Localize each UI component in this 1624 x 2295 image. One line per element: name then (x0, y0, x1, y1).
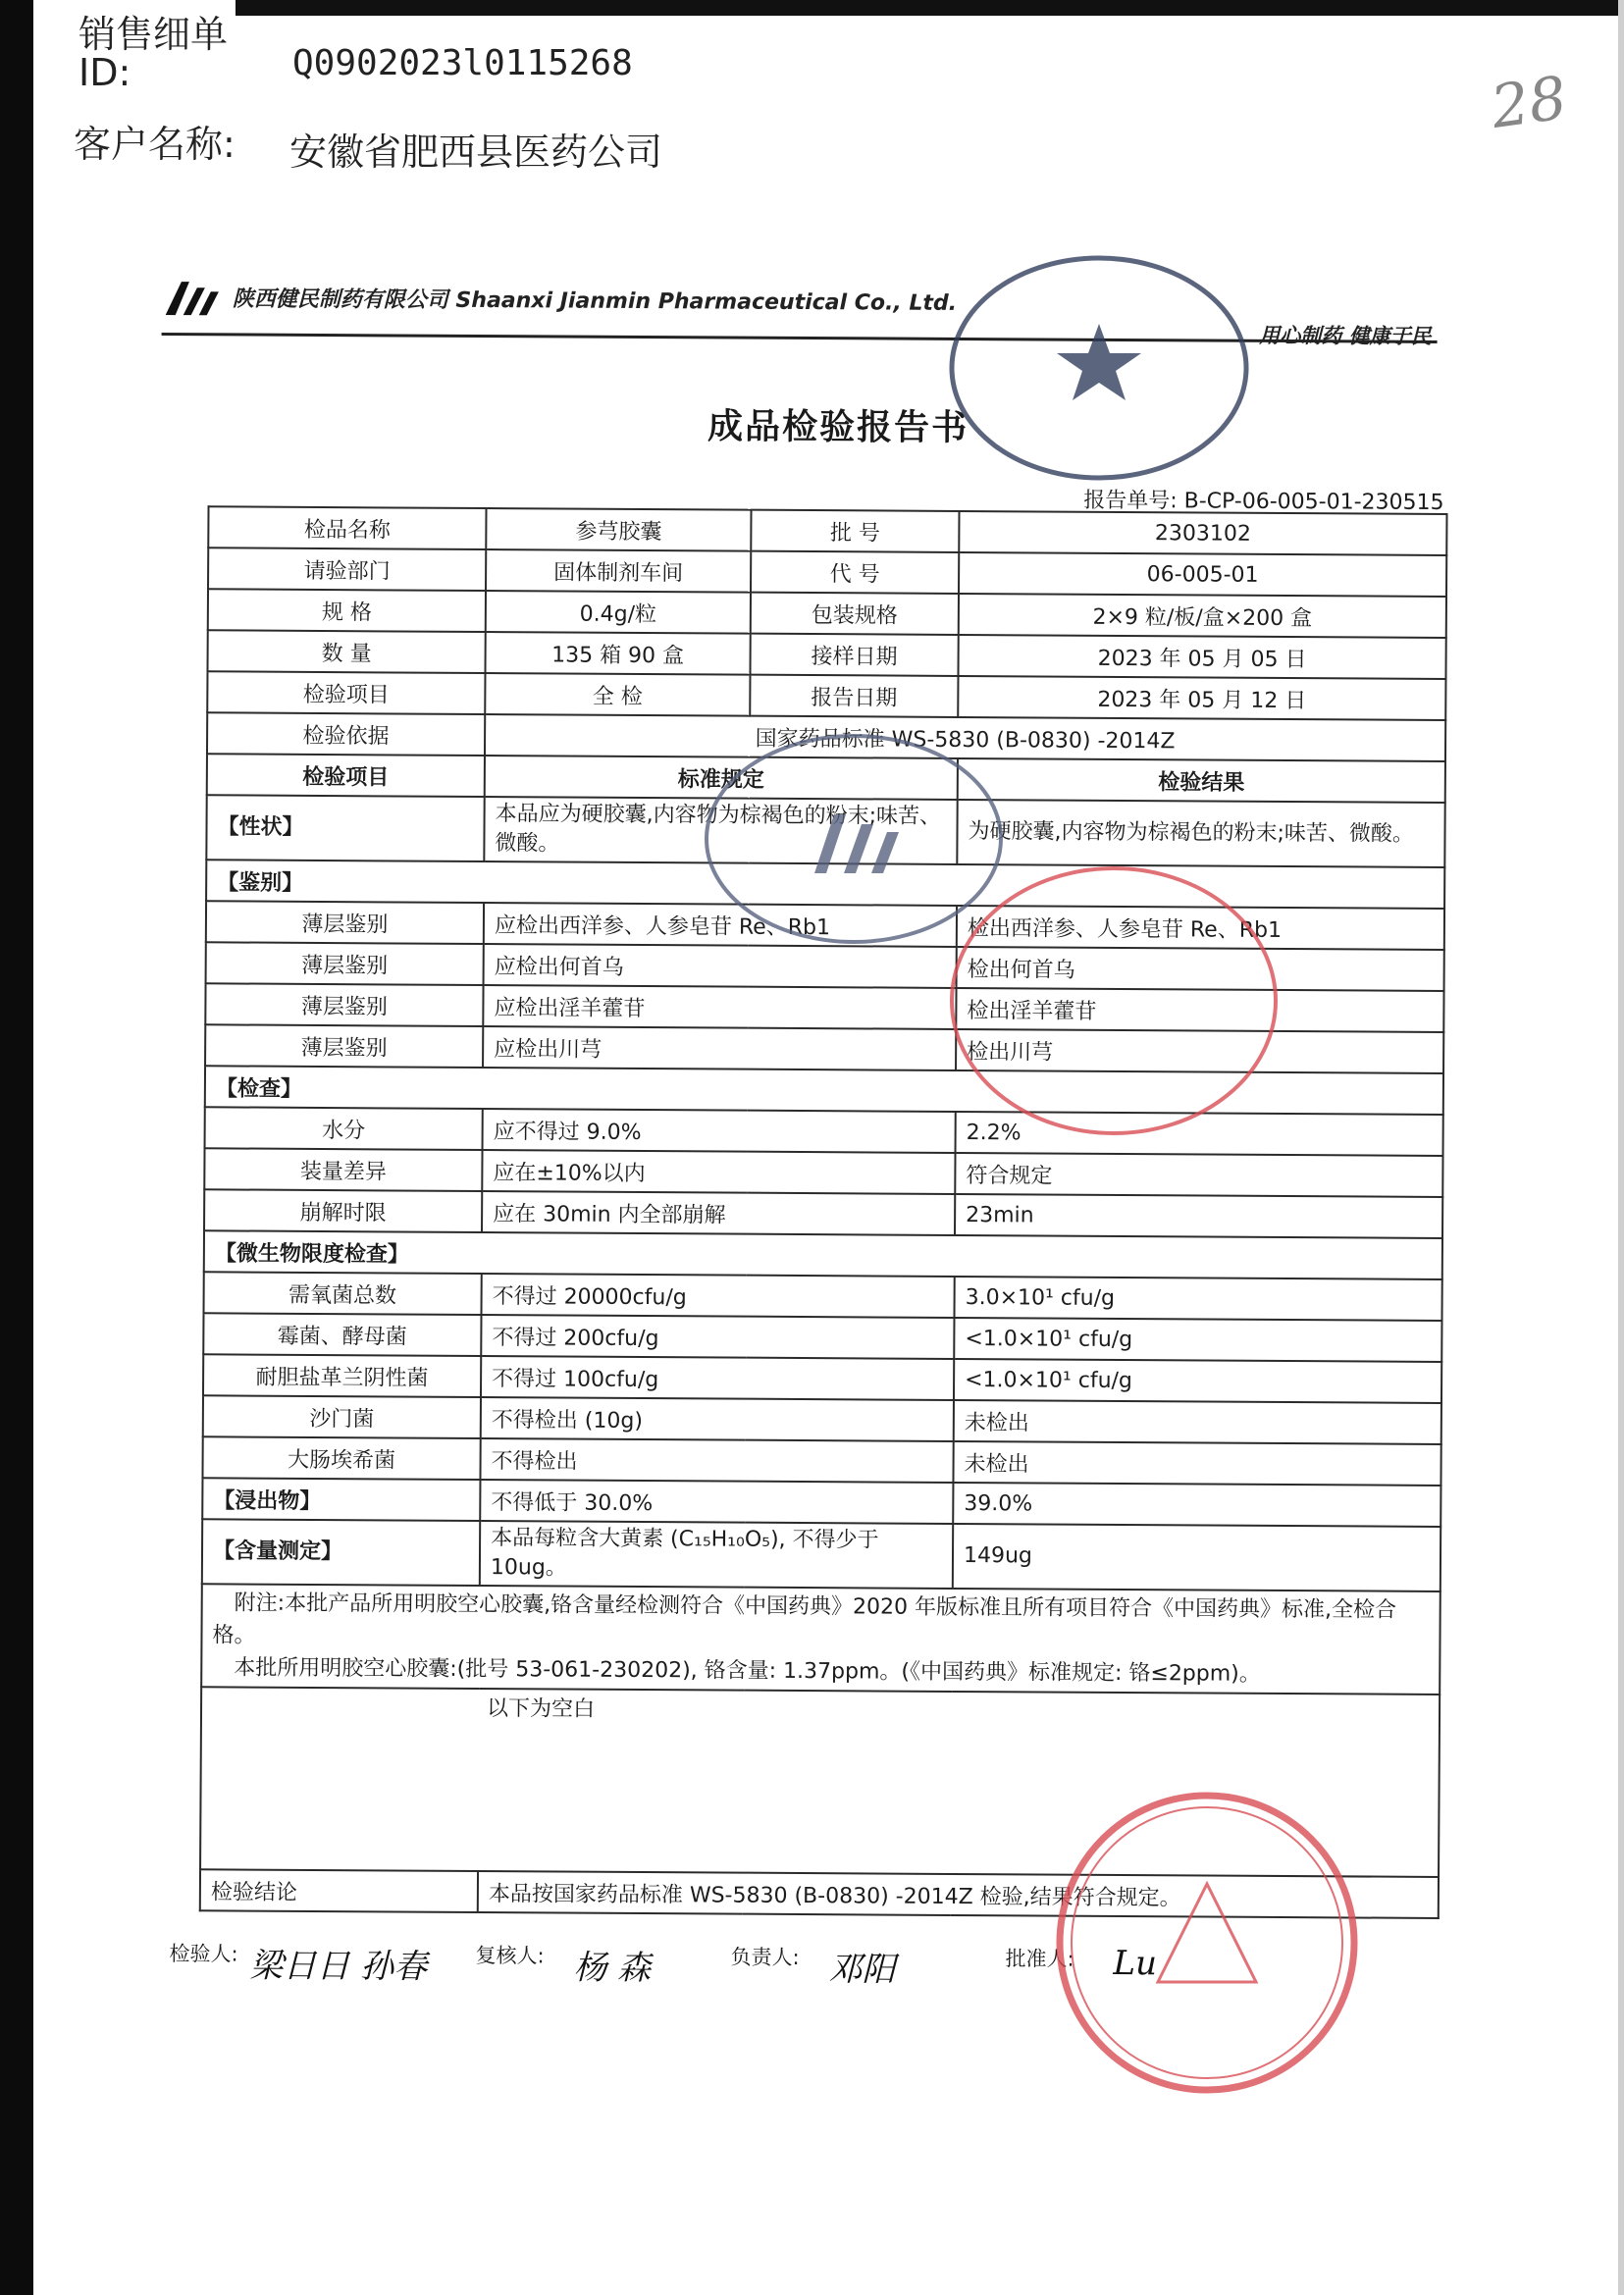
notes-cell (201, 1584, 1441, 1695)
report-date: 2023 年 05 月 12 日 (958, 676, 1445, 720)
section-inspection: 【检查】 (205, 1066, 1443, 1115)
section-identification: 【鉴别】 (206, 860, 1444, 909)
row-standard: 不得过 200cfu/g (481, 1315, 954, 1359)
row-standard: 不得检出 (480, 1438, 953, 1483)
label-batch: 批 号 (751, 510, 959, 552)
row-item: 霉菌、酵母菌 (203, 1313, 481, 1356)
code: 06-005-01 (959, 552, 1446, 597)
label-dept: 请验部门 (208, 548, 486, 591)
row-result: 检出川芎 (956, 1029, 1443, 1073)
approver-label: 批准人: (1005, 1947, 1074, 1971)
company-logo-icon (162, 276, 223, 319)
row-item: 水分 (205, 1107, 483, 1150)
conclusion-label: 检验结论 (200, 1869, 478, 1912)
row-item: 沙门菌 (203, 1395, 481, 1438)
header-id-value: Q0902023l0115268 (292, 43, 633, 83)
col-result: 检验结果 (958, 758, 1445, 803)
receiver-round-stamp (1050, 1786, 1364, 2100)
row-result: 3.0×10¹ cfu/g (954, 1277, 1441, 1321)
row-item: 薄层鉴别 (205, 983, 483, 1026)
section-extract: 【浸出物】 (202, 1478, 480, 1521)
header-customer-value: 安徽省肥西县医药公司 (289, 130, 663, 174)
conclusion-text: 本品按国家药品标准 WS-5830 (B-0830) -2014Z 检验,结果符合规定。 (478, 1871, 1439, 1918)
assay-result: 149ug (953, 1524, 1441, 1591)
row-result: 未检出 (954, 1400, 1441, 1444)
scan-left-edge (0, 0, 33, 2295)
row-item: 薄层鉴别 (205, 1024, 483, 1068)
table-row (202, 1519, 1441, 1591)
handwritten-page-mark: 28 (1487, 64, 1571, 142)
reviewer-label: 复核人: (475, 1943, 545, 1968)
label-basis: 检验依据 (207, 712, 485, 756)
inspector-signature: 梁日日 孙春 (249, 1946, 428, 1987)
scan-right-edge (1618, 0, 1624, 2295)
red-dept-stamp (937, 854, 1290, 1148)
col-item: 检验项目 (207, 754, 485, 797)
header-line1: 销售细单 (79, 13, 229, 56)
row-result: <1.0×10¹ cfu/g (954, 1359, 1441, 1403)
label-code: 代 号 (751, 551, 959, 594)
col-standard: 标准规定 (485, 756, 958, 800)
extract-standard: 不得低于 30.0% (480, 1480, 953, 1524)
dept: 固体制剂车间 (486, 549, 751, 593)
company-name: 陕西健民制药有限公司 Shaanxi Jianmin Pharmaceutical Co., Ltd. (232, 287, 958, 316)
qty: 135 箱 90 盒 (485, 632, 750, 675)
section-assay: 【含量测定】 (202, 1519, 480, 1586)
row-item: 薄层鉴别 (206, 942, 484, 985)
row-standard: 应检出何首乌 (484, 944, 957, 988)
row-standard: 应检出西洋参、人参皂苷 Re、Rb1 (484, 903, 957, 947)
label-report-date: 报告日期 (750, 675, 958, 717)
notes-row (201, 1584, 1441, 1695)
row-standard: 不得检出 (10g) (481, 1397, 954, 1441)
row-item: 崩解时限 (204, 1189, 482, 1232)
row-result: 检出何首乌 (957, 947, 1444, 991)
basis: 国家药品标准 WS-5830 (B-0830) -2014Z (485, 714, 1445, 761)
row-result: 2.2% (956, 1112, 1443, 1156)
row-result: 23min (955, 1194, 1442, 1238)
row-standard: 不得过 100cfu/g (481, 1356, 954, 1400)
batch-number: 2303102 (959, 511, 1446, 555)
spec: 0.4g/粒 (486, 591, 751, 634)
label-item: 检验项目 (207, 671, 485, 714)
row-item: 耐胆盐革兰阴性菌 (203, 1354, 481, 1397)
company-quality-stamp (942, 245, 1256, 491)
item: 全 检 (485, 673, 750, 716)
row-item: 装量差异 (204, 1148, 482, 1191)
row-standard: 应在±10%以内 (482, 1150, 955, 1194)
sample-date: 2023 年 05 月 05 日 (958, 635, 1445, 679)
report-title: 成品检验报告书 (707, 406, 969, 449)
assay-standard: 本品每粒含大黄素 (C₁₅H₁₀O₅), 不得少于 10ug。 (480, 1521, 953, 1589)
row-result: 检出西洋参、人参皂苷 Re、Rb1 (957, 906, 1444, 950)
row-result: 符合规定 (955, 1153, 1442, 1197)
manager-signature: 邓阳 (828, 1950, 896, 1990)
extract-result: 39.0% (953, 1483, 1441, 1527)
row-item: 大肠埃希菌 (202, 1436, 480, 1480)
appearance-result: 为硬胶囊,内容物为棕褐色的粉末;味苦、微酸。 (957, 800, 1444, 867)
reviewer-signature: 杨 森 (573, 1948, 652, 1989)
inspection-report (151, 270, 1444, 2044)
note-2: 本批所用明胶空心胶囊:(批号 53-061-230202), 铬含量: 1.37ppm。(《中国药典》标准规定: 铬≤2ppm)。 (234, 1655, 1261, 1687)
row-standard: 应在 30min 内全部崩解 (482, 1191, 955, 1235)
approver-signature: Lu (1113, 1943, 1158, 1984)
inspector-label: 检验人: (169, 1942, 238, 1966)
note-1: 附注:本批产品所用明胶空心胶囊,铬含量经检测符合《中国药典》2020 年版标准且所有项目符合《中国药典》标准,全检合格。 (212, 1591, 1397, 1648)
label-pack: 包装规格 (751, 593, 959, 635)
row-result: <1.0×10¹ cfu/g (954, 1318, 1441, 1362)
company-slogan: 用心制药 健康于民 (1259, 323, 1432, 348)
blank-text: 以下为空白 (200, 1687, 1440, 1877)
row-item: 薄层鉴别 (206, 901, 484, 944)
row-item: 需氧菌总数 (204, 1272, 482, 1315)
label-sample-date: 接样日期 (750, 634, 958, 676)
section-microbial: 【微生物限度检查】 (204, 1230, 1442, 1279)
row-standard: 应不得过 9.0% (483, 1109, 956, 1153)
row-result: 检出淫羊藿苷 (956, 988, 1443, 1032)
product-name: 参芎胶囊 (486, 508, 751, 551)
appearance-standard: 本品应为硬胶囊,内容物为棕褐色的粉末;味苦、微酸。 (484, 797, 957, 864)
row-standard: 应检出淫羊藿苷 (483, 985, 956, 1029)
header-id-label: ID: (79, 51, 131, 94)
label-spec: 规 格 (208, 589, 486, 632)
section-appearance: 【性状】 (206, 795, 484, 861)
report-number: 报告单号: B-CP-06-005-01-230515 (1083, 488, 1444, 515)
row-standard: 应检出川芎 (483, 1026, 956, 1070)
header-customer-label: 客户名称: (74, 123, 236, 166)
row-result: 未检出 (953, 1441, 1441, 1486)
manager-label: 负责人: (730, 1945, 800, 1969)
inspection-table (199, 505, 1448, 1919)
scan-top-edge (236, 0, 1624, 16)
pack: 2×9 粒/板/盒×200 盒 (959, 594, 1446, 638)
label-qty: 数 量 (208, 630, 486, 673)
row-standard: 不得过 20000cfu/g (482, 1274, 955, 1318)
label-product-name: 检品名称 (208, 506, 486, 549)
